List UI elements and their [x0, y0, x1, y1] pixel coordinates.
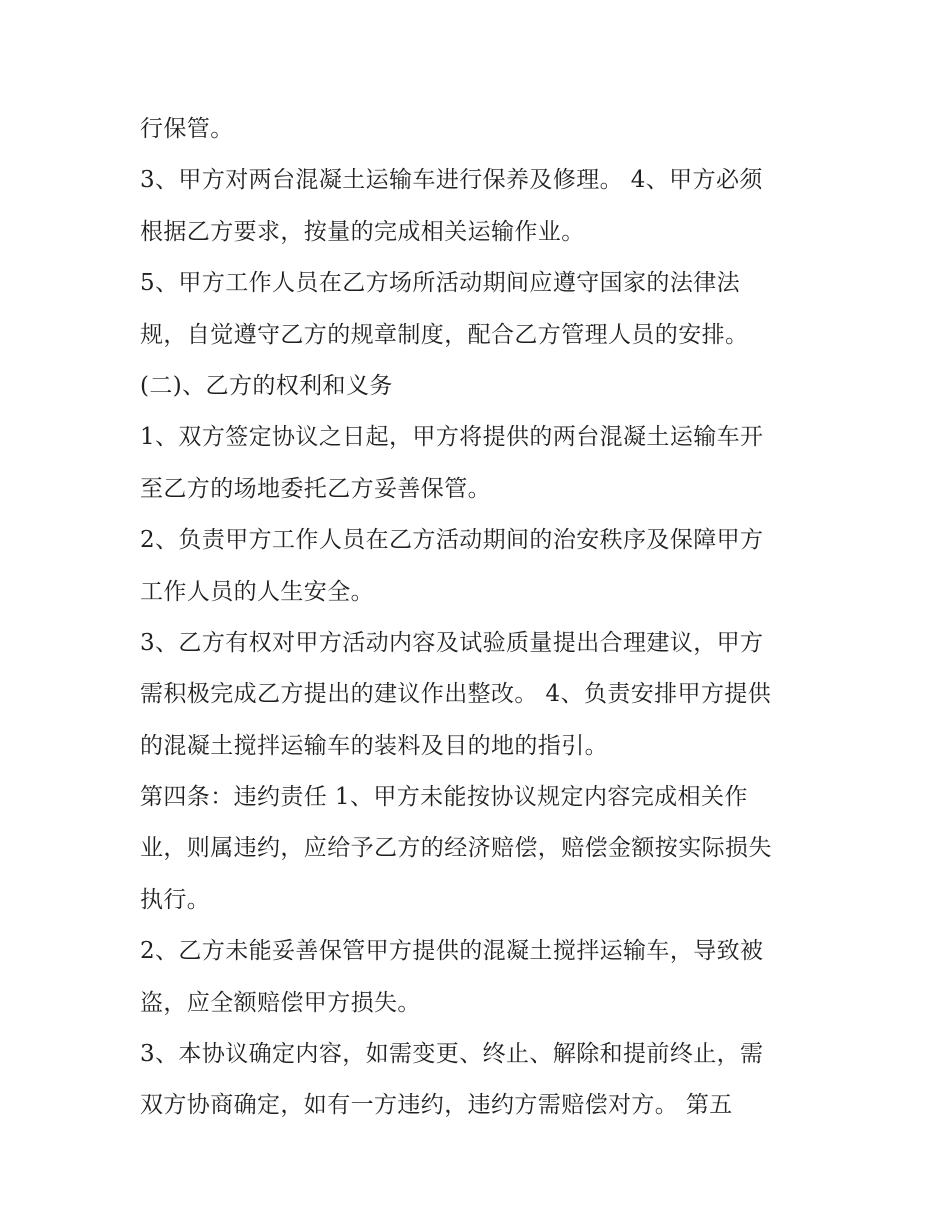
text-line: 3、本协议确定内容，如需变更、终止、解除和提前终止，需 [140, 1041, 764, 1068]
text-line: 工作人员的人生安全。 [140, 578, 374, 605]
text-line: 至乙方的场地委托乙方妥善保管。 [140, 475, 491, 502]
text-line: 需积极完成乙方提出的建议作出整改。 4、负责安排甲方提供 [140, 681, 772, 708]
section-heading: (二)、乙方的权利和义务 [140, 372, 393, 399]
text-line: 3、乙方有权对甲方活动内容及试验质量提出合理建议，甲方 [140, 629, 764, 656]
article-heading-line: 第四条：违约责任 1、甲方未能按协议规定内容完成相关作 [140, 784, 748, 811]
text-line: 执行。 [140, 886, 211, 913]
text-line: 2、负责甲方工作人员在乙方活动期间的治安秩序及保障甲方 [140, 527, 764, 554]
document-body [140, 104, 830, 1132]
text-line: 业，则属违约，应给予乙方的经济赔偿，赔偿金额按实际损失 [140, 835, 772, 862]
text-line: 盗，应全额赔偿甲方损失。 [140, 989, 421, 1016]
text-line: 行保管。 [140, 116, 234, 142]
text-line: 规，自觉遵守乙方的规章制度，配合乙方管理人员的安排。 [140, 321, 749, 348]
text-line: 5、甲方工作人员在乙方场所活动期间应遵守国家的法律法 [140, 270, 741, 297]
text-line: 双方协商确定，如有一方违约，违约方需赔偿对方。 第五 [140, 1092, 733, 1119]
text-line: 根据乙方要求，按量的完成相关运输作业。 [140, 218, 585, 245]
text-line: 2、乙方未能妥善保管甲方提供的混凝土搅拌运输车，导致被 [140, 938, 764, 965]
text-line: 的混凝土搅拌运输车的装料及目的地的指引。 [140, 732, 608, 759]
text-line: 1、双方签定协议之日起，甲方将提供的两台混凝土运输车开 [140, 424, 764, 451]
text-line: 3、甲方对两台混凝土运输车进行保养及修理。 4、甲方必须 [140, 167, 763, 194]
